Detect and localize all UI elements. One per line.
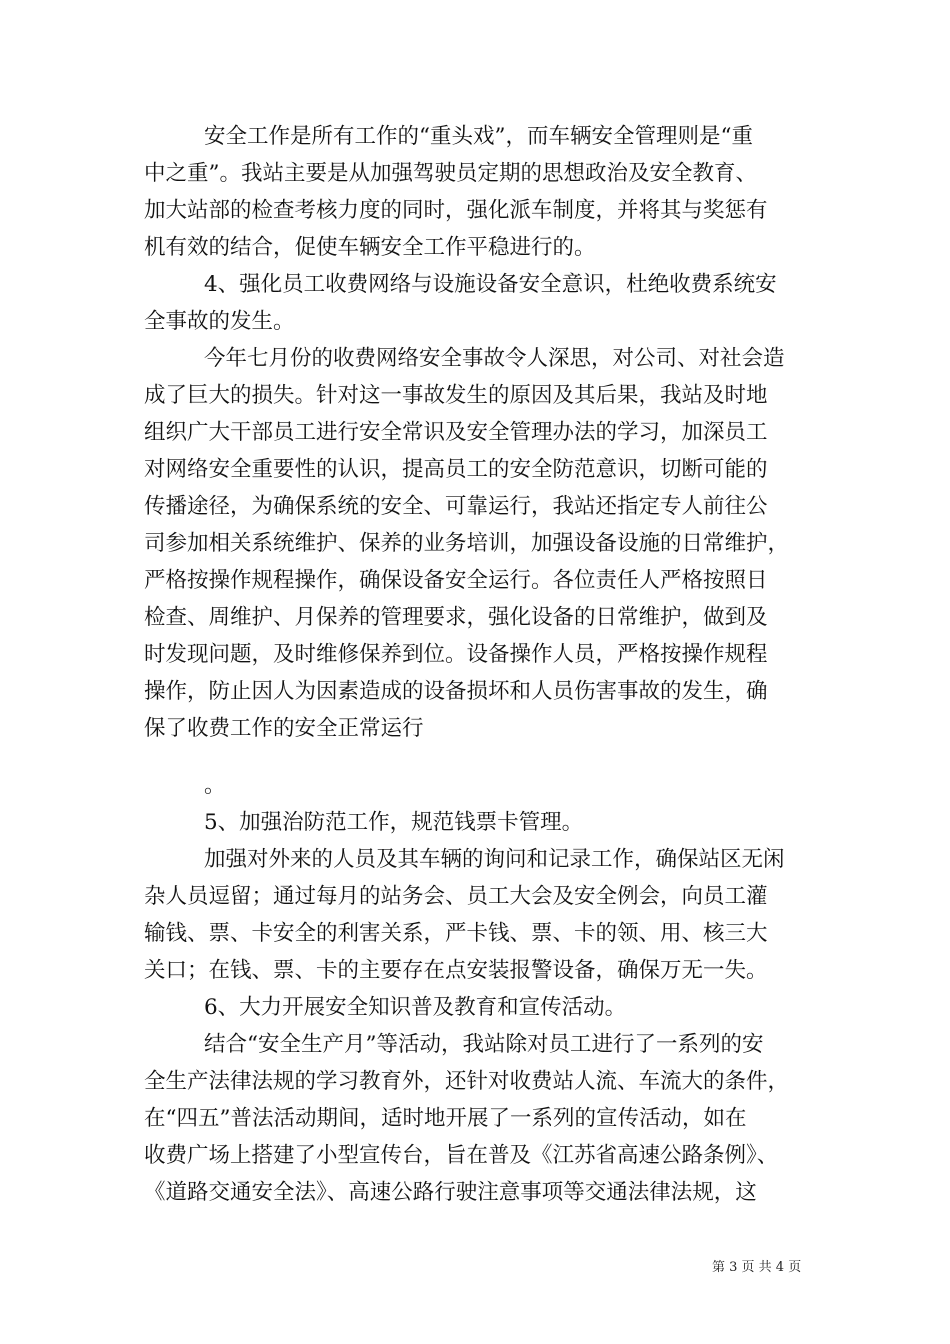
text-line: 严格按操作规程操作，确保设备安全运行。各位责任人严格按照日 bbox=[144, 568, 768, 593]
text-line: 杂人员逗留；通过每月的站务会、员工大会及安全例会，向员工灌 bbox=[144, 884, 768, 909]
text-line: 加强对外来的人员及其车辆的询问和记录工作，确保站区无闲 bbox=[204, 847, 785, 872]
text-line: 6、大力开展安全知识普及教育和宣传活动。 bbox=[204, 995, 627, 1020]
text-line: 加大站部的检查考核力度的同时，强化派车制度，并将其与奖惩有 bbox=[144, 198, 768, 223]
text-line: 《道路交通安全法》、高速公路行驶注意事项等交通法律法规，这 bbox=[144, 1180, 757, 1205]
text-line: 全生产法律法规的学习教育外，还针对收费站人流、车流大的条件， bbox=[144, 1069, 790, 1094]
text-line: 时发现问题，及时维修保养到位。设备操作人员，严格按操作规程 bbox=[144, 642, 768, 667]
text-line: 关口；在钱、票、卡的主要存在点安装报警设备，确保万无一失。 bbox=[144, 958, 768, 983]
text-line: 机有效的结合，促使车辆安全工作平稳进行的。 bbox=[144, 235, 596, 260]
text-line: 安全工作是所有工作的“重头戏”，而车辆安全管理则是“重 bbox=[204, 124, 753, 149]
text-line: 结合“安全生产月”等活动，我站除对员工进行了一系列的安 bbox=[204, 1032, 764, 1057]
text-line: 全事故的发生。 bbox=[144, 309, 295, 334]
text-line: 5、加强治防范工作，规范钱票卡管理。 bbox=[204, 810, 584, 835]
page-number: 第 3 页 共 4 页 bbox=[712, 1260, 802, 1275]
text-line: 中之重”。我站主要是从加强驾驶员定期的思想政治及安全教育、 bbox=[144, 161, 757, 186]
text-line: 传播途径，为确保系统的安全、可靠运行，我站还指定专人前往公 bbox=[144, 494, 768, 519]
text-line: 操作，防止因人为因素造成的设备损坏和人员伤害事故的发生，确 bbox=[144, 679, 768, 704]
text-line: 组织广大干部员工进行安全常识及安全管理办法的学习，加深员工 bbox=[144, 420, 768, 445]
text-line: 司参加相关系统维护、保养的业务培训，加强设备设施的日常维护， bbox=[144, 531, 790, 556]
document-body bbox=[144, 118, 809, 1211]
text-line: 4、强化员工收费网络与设施设备安全意识，杜绝收费系统安 bbox=[204, 272, 777, 297]
text-line: 收费广场上搭建了小型宣传台，旨在普及《江苏省高速公路条例》、 bbox=[144, 1143, 779, 1168]
text-line: 在“四五”普法活动期间，适时地开展了一系列的宣传活动，如在 bbox=[144, 1106, 747, 1131]
text-line: 。 bbox=[204, 773, 226, 798]
text-line: 成了巨大的损失。针对这一事故发生的原因及其后果，我站及时地 bbox=[144, 383, 768, 408]
text-line: 保了收费工作的安全正常运行 bbox=[144, 716, 424, 741]
text-line: 对网络安全重要性的认识，提高员工的安全防范意识，切断可能的 bbox=[144, 457, 768, 482]
text-line: 检查、周维护、月保养的管理要求，强化设备的日常维护，做到及 bbox=[144, 605, 768, 630]
text-line: 输钱、票、卡安全的利害关系，严卡钱、票、卡的领、用、核三大 bbox=[144, 921, 768, 946]
text-line: 今年七月份的收费网络安全事故令人深思，对公司、对社会造 bbox=[204, 346, 785, 371]
